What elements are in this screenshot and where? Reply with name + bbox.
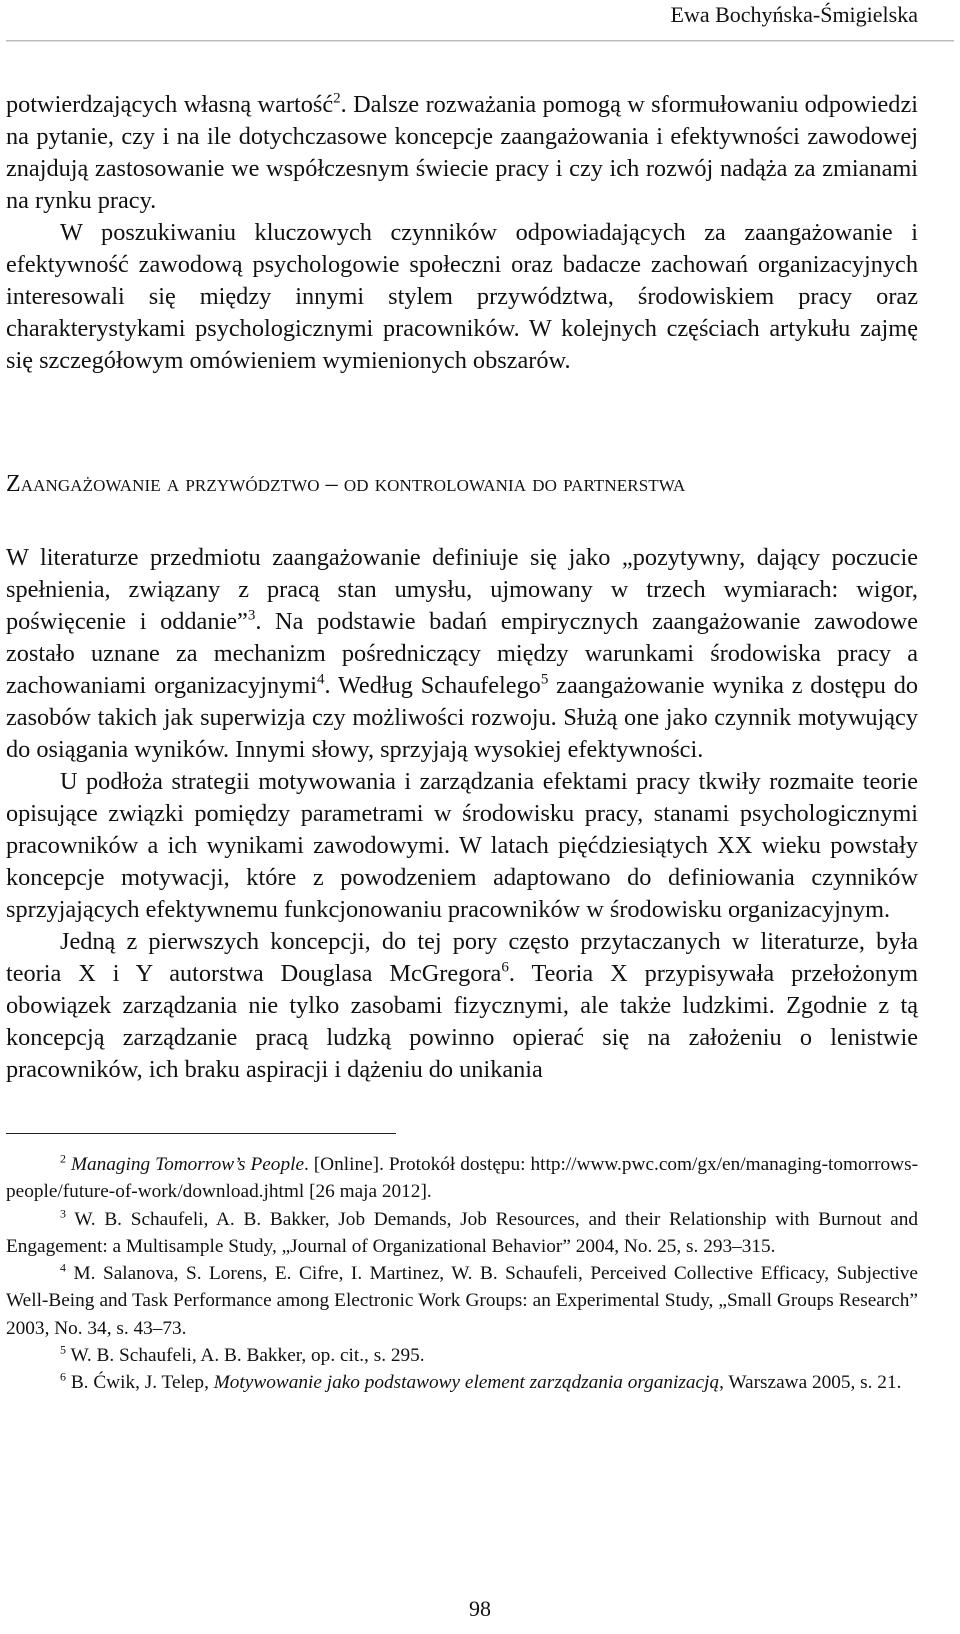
footnote-ref-3: 3 [247,607,256,624]
paragraph-text: zaangażowanie wynika z dostępu do zasobów takich jak superwizja czy możliwości rozwoju. Służą one jako czynnik motywujący do osiągania wyników. Innymi słowy, sprzyjają wysokiej efektywności. [6,672,919,763]
footnote-ref-2: 2 [333,90,341,107]
page-number: 98 [469,1596,491,1621]
paragraph: U podłoża strategii motywowania i zarządzania efektami pracy tkwiły rozmaite teorie opisujące związki pomiędzy parametrami w środowisku pracy, stanami psychologicznymi pracowników a ich wynikami zawodowymi. W latach pięćdziesiątych XX wieku powstały koncepcje motywacji, które z powodzeniem adaptowano do definiowania czynników sprzyjających efektywnemu funkcjonowaniu pracowników w środowisku organizacyjnym. [6,768,918,923]
paragraph-continued [6,89,918,217]
footnote-number: 6 [60,1369,66,1384]
paragraph-text: . Na podstawie badań empirycznych zaangażowanie zawodowe zostało uznane za mechanizm pośredniczący między warunkami środowiska pracy a zachowaniami organizacyjnymi [6,608,918,699]
paragraph-text: potwierdzających własną wartość [6,91,334,118]
footnote-text: M. Salanova, S. Lorens, E. Cifre, I. Martinez, W. B. Schaufeli, Perceived Collective Efficacy, Subjective Well-Being and Task Performance among Electronic Work Groups: an Experimental Study, „Small Groups Research” 2003, No. 34, s. 43–73. [6,1263,918,1339]
body-text-bottom [6,542,918,1086]
footnote-number: 5 [60,1342,66,1357]
paragraph [6,542,918,766]
body-text-top [6,89,918,377]
footnote-text: W. B. Schaufeli, A. B. Bakker, op. cit., s. 295. [70,1345,425,1367]
footnote-text: B. Ćwik, J. Telep, [70,1372,214,1394]
footnotes [6,1151,918,1397]
footnote-ref-6: 6 [501,959,509,976]
footnote-6 [6,1369,918,1396]
paragraph: W poszukiwaniu kluczowych czynników odpowiadających za zaangażowanie i efektywność zawodową psychologowie społeczni oraz badacze zachowań organizacyjnych interesowali się między innymi stylem przywództwa, środowiskiem pracy oraz charakterystykami psychologicznymi pracowników. W kolejnych częściach artykułu zajmę się szczegółowym omówieniem wymienionych obszarów. [6,219,918,374]
footnote-text: W. B. Schaufeli, A. B. Bakker, Job Demands, Job Resources, and their Relationship with Burnout and Engagement: a Multisample Study, „Journal of Organizational Behavior” 2004, No. 25, s. 293–315. [6,1208,918,1257]
paragraph-text: Jedną z pierwszych koncepcji, do tej pory często przytaczanych w literaturze, była teoria X i Y autorstwa Douglasa McGregora [6,928,918,987]
footnote-ref-4: 4 [316,671,325,688]
footnote-rule [6,1133,396,1134]
footnote-number: 4 [60,1260,66,1275]
running-header-author: Ewa Bochyńska-Śmigielska [670,2,918,27]
footnote-4 [6,1260,918,1342]
section-heading: Zaangażowanie a przywództwo – od kontrolowania do partnerstwa [6,471,686,497]
footnote-title: Managing Tomorrow’s People [70,1154,304,1175]
paragraph-text: . Teoria X przypisywała przełożonym obowiązek zarządzania nie tylko zasobami fizycznymi, ale także ludzkimi. Zgodnie z tą koncepcją zarządzanie pracą ludzką powinno opierać się na założeniu o lenistwie pracowników, ich braku aspiracji i dążeniu do unikania [6,960,918,1083]
paragraph [6,926,918,1086]
paragraph-text: W literaturze przedmiotu zaangażowanie definiuje się jako „pozytywny, dający poczucie spełnienia, związany z pracą stan umysłu, ujmowany w trzech wymiarach: wigor, poświęcenie i oddanie” [6,544,918,635]
footnote-number: 2 [60,1151,66,1166]
footnote-ref-5: 5 [540,671,549,688]
footnote-number: 3 [60,1206,66,1221]
footnote-5 [6,1342,918,1369]
footnote-2 [6,1151,918,1206]
footnote-text: , Warszawa 2005, s. 21. [719,1372,902,1394]
footnote-3 [6,1206,918,1261]
footnote-title: Motywowanie jako podstawowy element zarządzania organizacją [213,1372,720,1394]
paragraph-text: . Dalsze rozważania pomogą w sformułowaniu odpowiedzi na pytanie, czy i na ile dotychczasowe koncepcje zaangażowania i efektywności zawodowej znajdują zastosowanie we współczesnym świecie pracy i czy ich rozwój nadąża za zmianami na rynku pracy. [6,91,918,214]
footnote-text: . [Online]. Protokół dostępu: http://www.pwc.com/gx/en/managing-tomorrows-people/future-of-work/download.jhtml [26 maja 2012]. [6,1154,918,1203]
paragraph-text: . Według Schaufelego [324,672,541,699]
header-rule [6,40,954,41]
